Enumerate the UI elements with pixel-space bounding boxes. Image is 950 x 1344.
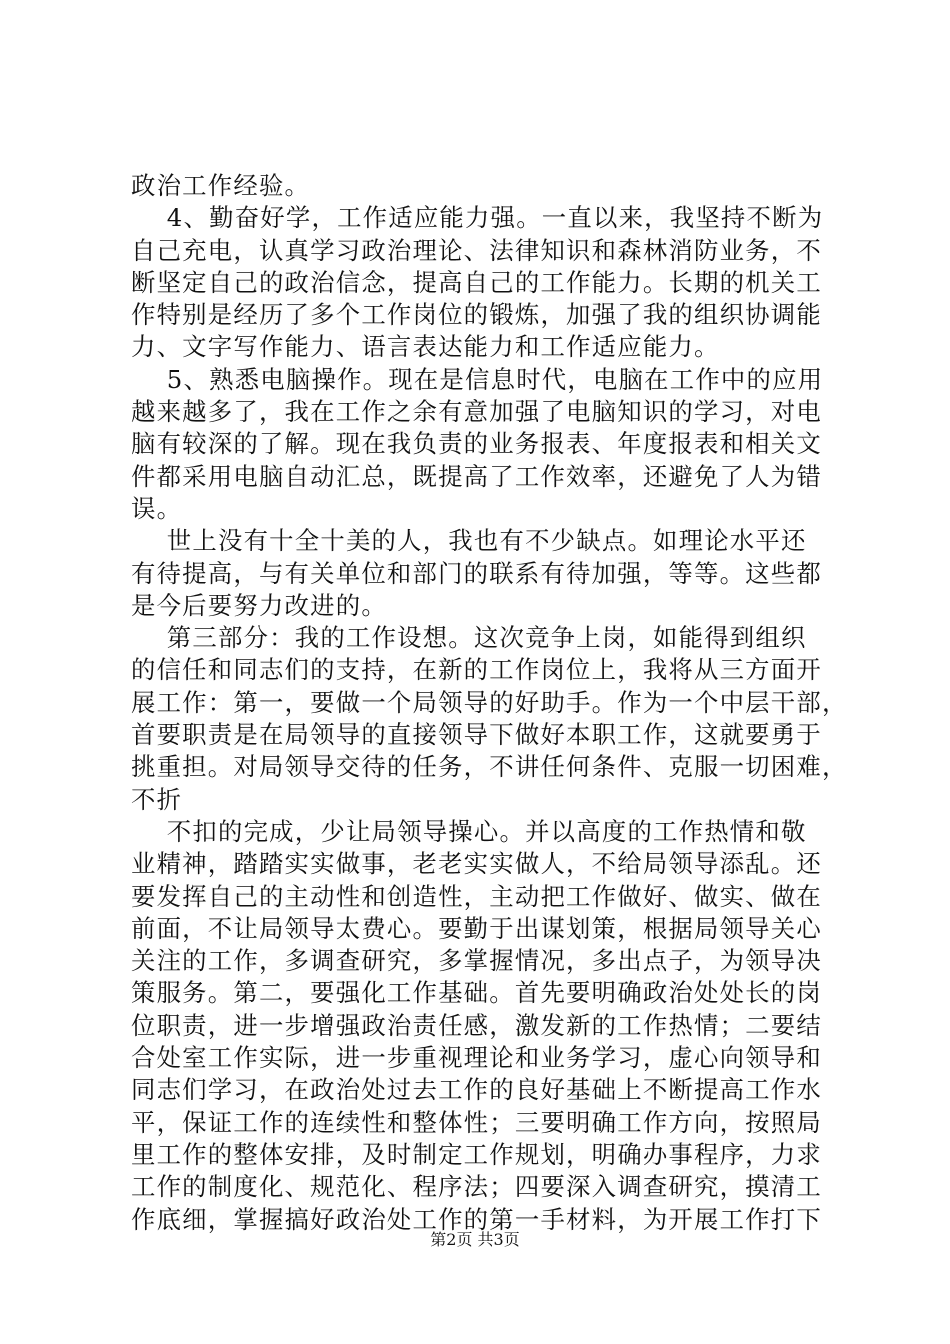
text-line: 政治工作经验。 xyxy=(131,171,311,200)
text-line: 自己充电，认真学习政治理论、法律知识和森林消防业务，不 xyxy=(131,235,822,265)
text-line: 世上没有十全十美的人，我也有不少缺点。如理论水平还 xyxy=(131,526,807,556)
page-number: 第2页 共3页 xyxy=(430,1230,520,1249)
text-line: 合处室工作实际，进一步重视理论和业务学习，虚心向领导和 xyxy=(131,1043,822,1073)
paragraph xyxy=(131,202,831,363)
paragraph xyxy=(131,816,831,1236)
text-line: 越来越多了，我在工作之余有意加强了电脑知识的学习，对电 xyxy=(131,397,822,427)
text-line: 策服务。第二，要强化工作基础。首先要明确政治处处长的岗 xyxy=(131,978,822,1008)
text-line: 业精神，踏踏实实做事，老老实实做人，不给局领导添乱。还 xyxy=(131,849,822,879)
text-line: 挑重担。对局领导交待的任务，不讲任何条件、克服一切困难， xyxy=(131,752,848,782)
text-line: 工作的制度化、规范化、程序法；四要深入调查研究，摸清工 xyxy=(131,1172,822,1202)
text-line: 误。 xyxy=(131,493,183,523)
text-line: 断坚定自己的政治信念，提高自己的工作能力。长期的机关工 xyxy=(131,267,822,297)
paragraph xyxy=(131,525,831,622)
text-line: 是今后要努力改进的。 xyxy=(131,590,387,620)
text-line: 关注的工作，多调查研究，多掌握情况，多出点子，为领导决 xyxy=(131,946,822,976)
text-line: 件都采用电脑自动汇总，既提高了工作效率，还避免了人为错 xyxy=(131,461,822,491)
text-line: 位职责，进一步增强政治责任感，激发新的工作热情；二要结 xyxy=(131,1010,822,1040)
text-line: 作底细，掌握搞好政治处工作的第一手材料，为开展工作打下 xyxy=(131,1204,822,1234)
text-line: 平，保证工作的连续性和整体性；三要明确工作方向，按照局 xyxy=(131,1107,822,1137)
text-line: 作特别是经历了多个工作岗位的锻炼，加强了我的组织协调能 xyxy=(131,300,822,330)
text-line: 第三部分：我的工作设想。这次竞争上岗，如能得到组织 xyxy=(131,623,807,653)
text-line: 5、熟悉电脑操作。现在是信息时代，电脑在工作中的应用 xyxy=(131,364,824,394)
text-line: 展工作：第一，要做一个局领导的好助手。作为一个中层干部， xyxy=(131,687,848,717)
paragraph xyxy=(131,364,831,525)
text-line: 前面，不让局领导太费心。要勤于出谋划策，根据局领导关心 xyxy=(131,913,822,943)
paragraph xyxy=(131,622,848,816)
text-line: 不扣的完成，少让局领导操心。并以高度的工作热情和敬 xyxy=(131,816,807,846)
text-line: 不折 xyxy=(131,784,183,814)
text-line: 要发挥自己的主动性和创造性，主动把工作做好、做实、做在 xyxy=(131,881,822,911)
paragraph xyxy=(131,170,831,202)
text-line: 脑有较深的了解。现在我负责的业务报表、年度报表和相关文 xyxy=(131,429,822,459)
text-line: 4、勤奋好学，工作适应能力强。一直以来，我坚持不断为 xyxy=(131,203,824,233)
text-line: 力、文字写作能力、语言表达能力和工作适应能力。 xyxy=(131,332,720,362)
document-body xyxy=(131,170,848,1236)
text-line: 有待提高，与有关单位和部门的联系有待加强，等等。这些都 xyxy=(131,558,822,588)
text-line: 首要职责是在局领导的直接领导下做好本职工作，这就要勇于 xyxy=(131,720,822,750)
text-line: 的信任和同志们的支持，在新的工作岗位上，我将从三方面开 xyxy=(131,655,822,685)
text-line: 里工作的整体安排，及时制定工作规划，明确办事程序，力求 xyxy=(131,1139,822,1169)
text-line: 同志们学习，在政治处过去工作的良好基础上不断提高工作水 xyxy=(131,1075,822,1105)
